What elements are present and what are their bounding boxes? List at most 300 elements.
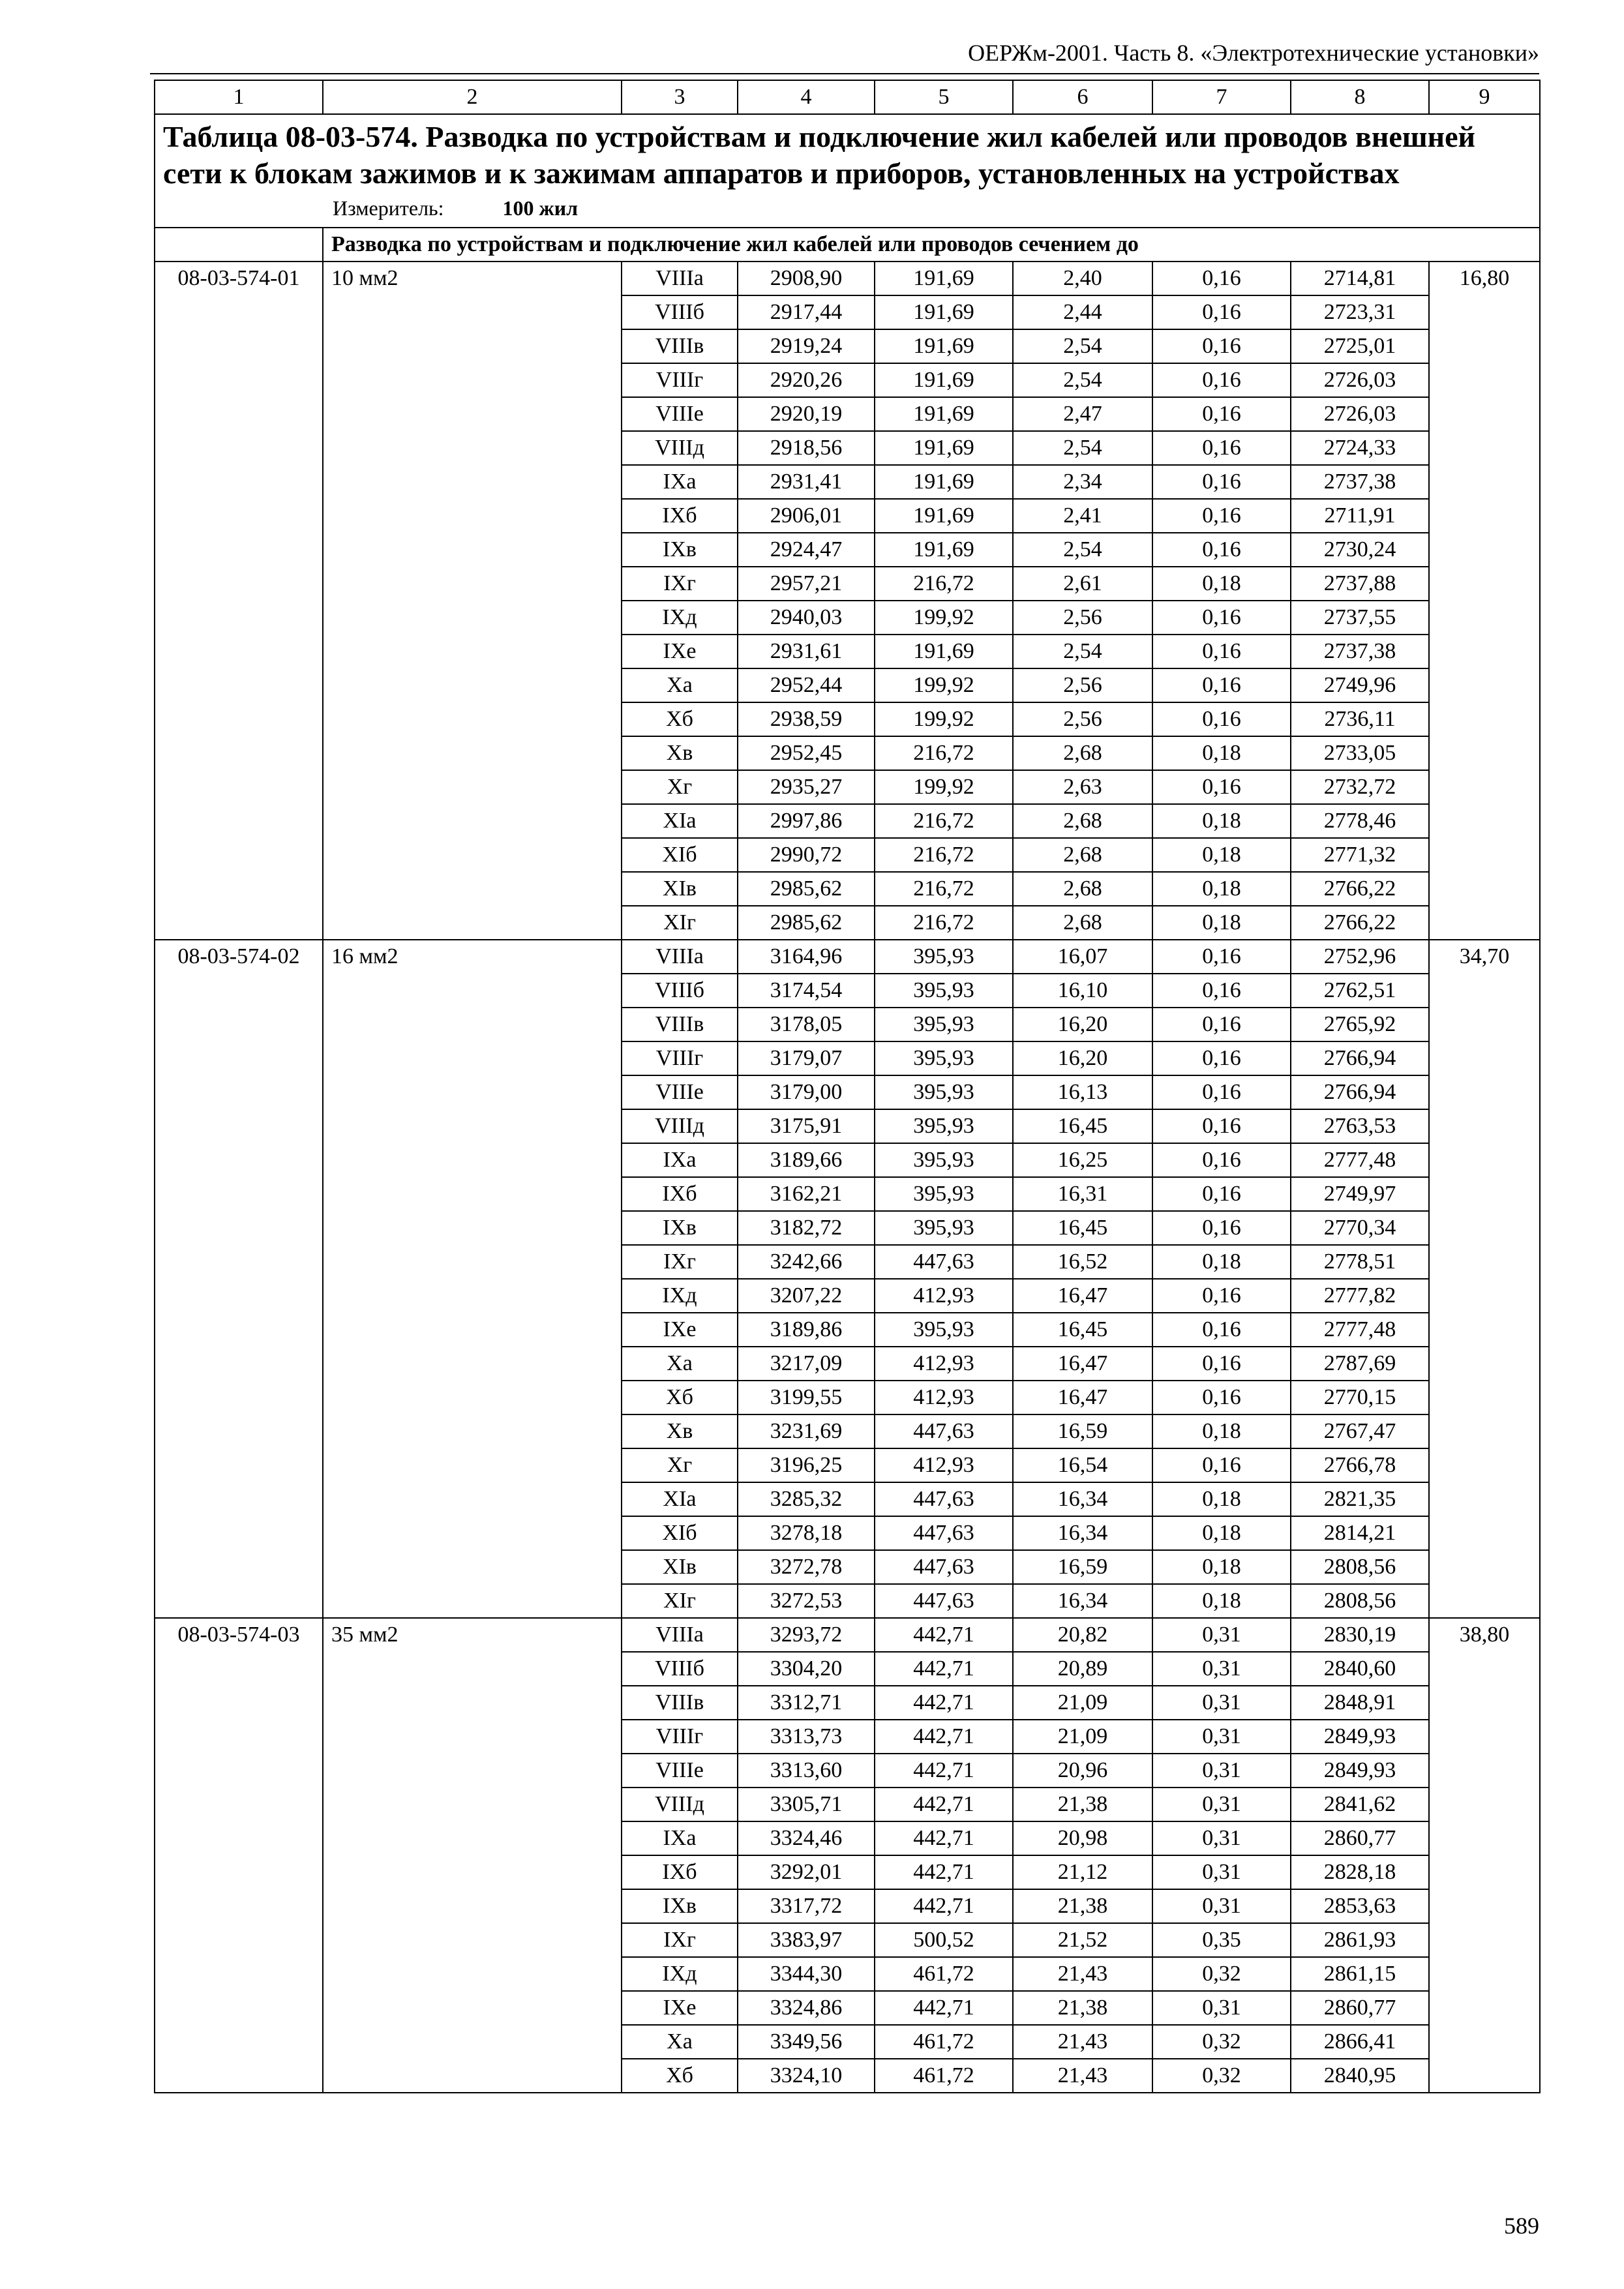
rate-code: 08-03-574-03 (155, 1618, 323, 2093)
total-cost-cell: 2938,59 (738, 702, 875, 736)
total-cost-cell: 3231,69 (738, 1414, 875, 1448)
materials-cell: 2733,05 (1291, 736, 1429, 770)
zone-cell: XIв (622, 872, 738, 906)
machine-cost-cell: 2,41 (1013, 499, 1152, 533)
total-cost-cell: 3199,55 (738, 1381, 875, 1414)
driver-wage-cell: 0,16 (1152, 1008, 1291, 1041)
materials-cell: 2861,15 (1291, 1957, 1429, 1991)
driver-wage-cell: 0,31 (1152, 1652, 1291, 1686)
driver-wage-cell: 0,18 (1152, 906, 1291, 940)
materials-cell: 2737,88 (1291, 567, 1429, 601)
total-cost-cell: 3292,01 (738, 1855, 875, 1889)
total-cost-cell: 3349,56 (738, 2025, 875, 2059)
machine-cost-cell: 2,68 (1013, 906, 1152, 940)
total-cost-cell: 3217,09 (738, 1347, 875, 1381)
materials-cell: 2778,51 (1291, 1245, 1429, 1279)
zone-cell: VIIIе (622, 1075, 738, 1109)
cable-section: 35 мм2 (323, 1618, 622, 2093)
materials-cell: 2714,81 (1291, 262, 1429, 295)
machine-cost-cell: 21,12 (1013, 1855, 1152, 1889)
total-cost-cell: 3196,25 (738, 1448, 875, 1482)
zone-cell: Xб (622, 702, 738, 736)
total-cost-cell: 2952,45 (738, 736, 875, 770)
materials-cell: 2777,82 (1291, 1279, 1429, 1313)
machine-cost-cell: 2,54 (1013, 635, 1152, 668)
section-row (155, 228, 1540, 262)
total-cost-cell: 3175,91 (738, 1109, 875, 1143)
driver-wage-cell: 0,18 (1152, 1516, 1291, 1550)
total-cost-cell: 3317,72 (738, 1889, 875, 1923)
zone-cell: XIб (622, 1516, 738, 1550)
wage-cell: 442,71 (875, 1855, 1013, 1889)
materials-cell: 2763,53 (1291, 1109, 1429, 1143)
materials-cell: 2724,33 (1291, 431, 1429, 465)
zone-cell: IXв (622, 533, 738, 567)
materials-cell: 2730,24 (1291, 533, 1429, 567)
driver-wage-cell: 0,18 (1152, 838, 1291, 872)
materials-cell: 2762,51 (1291, 974, 1429, 1008)
machine-cost-cell: 2,61 (1013, 567, 1152, 601)
zone-cell: XIа (622, 1482, 738, 1516)
machine-cost-cell: 2,68 (1013, 838, 1152, 872)
materials-cell: 2749,96 (1291, 668, 1429, 702)
wage-cell: 191,69 (875, 635, 1013, 668)
machine-cost-cell: 21,38 (1013, 1889, 1152, 1923)
wage-cell: 412,93 (875, 1347, 1013, 1381)
machine-cost-cell: 16,34 (1013, 1482, 1152, 1516)
driver-wage-cell: 0,16 (1152, 329, 1291, 363)
total-cost-cell: 3324,10 (738, 2059, 875, 2093)
total-cost-cell: 3383,97 (738, 1923, 875, 1957)
wage-cell: 395,93 (875, 1041, 1013, 1075)
wage-cell: 412,93 (875, 1279, 1013, 1313)
machine-cost-cell: 16,45 (1013, 1313, 1152, 1347)
wage-cell: 395,93 (875, 1211, 1013, 1245)
driver-wage-cell: 0,32 (1152, 1957, 1291, 1991)
driver-wage-cell: 0,31 (1152, 1889, 1291, 1923)
column-number: 2 (323, 80, 622, 114)
machine-cost-cell: 21,43 (1013, 2025, 1152, 2059)
zone-cell: IXв (622, 1211, 738, 1245)
materials-cell: 2848,91 (1291, 1686, 1429, 1720)
materials-cell: 2732,72 (1291, 770, 1429, 804)
machine-cost-cell: 2,54 (1013, 533, 1152, 567)
driver-wage-cell: 0,18 (1152, 567, 1291, 601)
total-cost-cell: 2935,27 (738, 770, 875, 804)
machine-cost-cell: 20,96 (1013, 1754, 1152, 1788)
total-cost-cell: 3179,07 (738, 1041, 875, 1075)
cable-section: 16 мм2 (323, 940, 622, 1618)
materials-cell: 2853,63 (1291, 1889, 1429, 1923)
zone-cell: VIIIг (622, 363, 738, 397)
driver-wage-cell: 0,16 (1152, 1313, 1291, 1347)
wage-cell: 442,71 (875, 1821, 1013, 1855)
machine-cost-cell: 2,54 (1013, 329, 1152, 363)
wage-cell: 216,72 (875, 872, 1013, 906)
driver-wage-cell: 0,32 (1152, 2025, 1291, 2059)
wage-cell: 447,63 (875, 1550, 1013, 1584)
materials-cell: 2821,35 (1291, 1482, 1429, 1516)
wage-cell: 447,63 (875, 1414, 1013, 1448)
materials-cell: 2725,01 (1291, 329, 1429, 363)
machine-cost-cell: 21,52 (1013, 1923, 1152, 1957)
zone-cell: VIIIв (622, 1686, 738, 1720)
machine-cost-cell: 21,43 (1013, 2059, 1152, 2093)
wage-cell: 461,72 (875, 1957, 1013, 1991)
wage-cell: 216,72 (875, 567, 1013, 601)
column-number: 9 (1429, 80, 1540, 114)
header-rule (150, 73, 1539, 74)
wage-cell: 191,69 (875, 363, 1013, 397)
machine-cost-cell: 16,47 (1013, 1279, 1152, 1313)
materials-cell: 2749,97 (1291, 1177, 1429, 1211)
materials-cell: 2770,34 (1291, 1211, 1429, 1245)
materials-cell: 2828,18 (1291, 1855, 1429, 1889)
zone-cell: IXб (622, 499, 738, 533)
zone-cell: Xв (622, 1414, 738, 1448)
wage-cell: 191,69 (875, 329, 1013, 363)
zone-cell: VIIIа (622, 940, 738, 974)
wage-cell: 442,71 (875, 1991, 1013, 2025)
materials-cell: 2711,91 (1291, 499, 1429, 533)
materials-cell: 2767,47 (1291, 1414, 1429, 1448)
total-cost-cell: 3207,22 (738, 1279, 875, 1313)
zone-cell: IXг (622, 1923, 738, 1957)
driver-wage-cell: 0,16 (1152, 1347, 1291, 1381)
wage-cell: 412,93 (875, 1381, 1013, 1414)
wage-cell: 447,63 (875, 1482, 1013, 1516)
zone-cell: VIIIа (622, 1618, 738, 1652)
total-cost-cell: 3272,53 (738, 1584, 875, 1618)
machine-cost-cell: 16,59 (1013, 1414, 1152, 1448)
zone-cell: IXд (622, 601, 738, 635)
column-number: 7 (1152, 80, 1291, 114)
driver-wage-cell: 0,31 (1152, 1720, 1291, 1754)
machine-cost-cell: 21,43 (1013, 1957, 1152, 1991)
machine-cost-cell: 16,59 (1013, 1550, 1152, 1584)
machine-cost-cell: 16,47 (1013, 1381, 1152, 1414)
materials-cell: 2814,21 (1291, 1516, 1429, 1550)
wage-cell: 442,71 (875, 1889, 1013, 1923)
total-cost-cell: 2906,01 (738, 499, 875, 533)
wage-cell: 395,93 (875, 974, 1013, 1008)
zone-cell: Xг (622, 1448, 738, 1482)
wage-cell: 447,63 (875, 1516, 1013, 1550)
driver-wage-cell: 0,16 (1152, 295, 1291, 329)
machine-cost-cell: 20,82 (1013, 1618, 1152, 1652)
machine-cost-cell: 21,38 (1013, 1991, 1152, 2025)
total-cost-cell: 2931,61 (738, 635, 875, 668)
driver-wage-cell: 0,16 (1152, 431, 1291, 465)
cable-section: 10 мм2 (323, 262, 622, 940)
rate-code: 08-03-574-01 (155, 262, 323, 940)
materials-cell: 2778,46 (1291, 804, 1429, 838)
wage-cell: 461,72 (875, 2059, 1013, 2093)
materials-cell: 2737,38 (1291, 465, 1429, 499)
materials-cell: 2766,94 (1291, 1075, 1429, 1109)
machine-cost-cell: 16,31 (1013, 1177, 1152, 1211)
materials-cell: 2830,19 (1291, 1618, 1429, 1652)
zone-cell: Xб (622, 2059, 738, 2093)
wage-cell: 395,93 (875, 940, 1013, 974)
materials-cell: 2841,62 (1291, 1788, 1429, 1821)
machine-cost-cell: 16,34 (1013, 1584, 1152, 1618)
total-cost-cell: 3313,60 (738, 1754, 875, 1788)
driver-wage-cell: 0,16 (1152, 1381, 1291, 1414)
table-row (155, 940, 1540, 974)
wage-cell: 191,69 (875, 397, 1013, 431)
driver-wage-cell: 0,16 (1152, 1448, 1291, 1482)
driver-wage-cell: 0,35 (1152, 1923, 1291, 1957)
rate-code: 08-03-574-02 (155, 940, 323, 1618)
machine-cost-cell: 2,63 (1013, 770, 1152, 804)
total-cost-cell: 2917,44 (738, 295, 875, 329)
zone-cell: Xа (622, 668, 738, 702)
wage-cell: 191,69 (875, 262, 1013, 295)
wage-cell: 199,92 (875, 668, 1013, 702)
total-cost-cell: 2919,24 (738, 329, 875, 363)
section-spacer (155, 228, 323, 262)
zone-cell: VIIIб (622, 1652, 738, 1686)
page-header: ОЕРЖм-2001. Часть 8. «Электротехнические установки» (968, 40, 1539, 66)
materials-cell: 2723,31 (1291, 295, 1429, 329)
zone-cell: XIв (622, 1550, 738, 1584)
zone-cell: IXе (622, 1991, 738, 2025)
wage-cell: 395,93 (875, 1313, 1013, 1347)
total-cost-cell: 3179,00 (738, 1075, 875, 1109)
zone-cell: VIIIд (622, 431, 738, 465)
driver-wage-cell: 0,16 (1152, 1075, 1291, 1109)
driver-wage-cell: 0,16 (1152, 262, 1291, 295)
materials-cell: 2849,93 (1291, 1720, 1429, 1754)
driver-wage-cell: 0,16 (1152, 974, 1291, 1008)
total-cost-cell: 2918,56 (738, 431, 875, 465)
wage-cell: 395,93 (875, 1008, 1013, 1041)
zone-cell: VIIIг (622, 1041, 738, 1075)
zone-cell: IXе (622, 635, 738, 668)
zone-cell: VIIIд (622, 1788, 738, 1821)
machine-cost-cell: 2,56 (1013, 601, 1152, 635)
materials-cell: 2808,56 (1291, 1550, 1429, 1584)
driver-wage-cell: 0,16 (1152, 533, 1291, 567)
driver-wage-cell: 0,16 (1152, 1211, 1291, 1245)
zone-cell: IXа (622, 1143, 738, 1177)
labor-cost-cell: 34,70 (1429, 940, 1540, 1618)
total-cost-cell: 3174,54 (738, 974, 875, 1008)
zone-cell: XIа (622, 804, 738, 838)
zone-cell: IXб (622, 1855, 738, 1889)
total-cost-cell: 3285,32 (738, 1482, 875, 1516)
machine-cost-cell: 16,45 (1013, 1211, 1152, 1245)
driver-wage-cell: 0,16 (1152, 499, 1291, 533)
machine-cost-cell: 16,52 (1013, 1245, 1152, 1279)
driver-wage-cell: 0,31 (1152, 1855, 1291, 1889)
materials-cell: 2787,69 (1291, 1347, 1429, 1381)
wage-cell: 216,72 (875, 906, 1013, 940)
machine-cost-cell: 2,40 (1013, 262, 1152, 295)
machine-cost-cell: 16,13 (1013, 1075, 1152, 1109)
machine-cost-cell: 20,98 (1013, 1821, 1152, 1855)
materials-cell: 2771,32 (1291, 838, 1429, 872)
machine-cost-cell: 16,47 (1013, 1347, 1152, 1381)
zone-cell: IXг (622, 1245, 738, 1279)
total-cost-cell: 3305,71 (738, 1788, 875, 1821)
total-cost-cell: 2920,26 (738, 363, 875, 397)
labor-cost-cell: 16,80 (1429, 262, 1540, 940)
total-cost-cell: 3293,72 (738, 1618, 875, 1652)
wage-cell: 191,69 (875, 431, 1013, 465)
total-cost-cell: 3189,86 (738, 1313, 875, 1347)
zone-cell: VIIIб (622, 295, 738, 329)
total-cost-cell: 2940,03 (738, 601, 875, 635)
driver-wage-cell: 0,16 (1152, 770, 1291, 804)
table-title-cell (155, 114, 1540, 228)
wage-cell: 442,71 (875, 1618, 1013, 1652)
driver-wage-cell: 0,16 (1152, 601, 1291, 635)
materials-cell: 2726,03 (1291, 363, 1429, 397)
wage-cell: 191,69 (875, 465, 1013, 499)
machine-cost-cell: 16,54 (1013, 1448, 1152, 1482)
materials-cell: 2840,95 (1291, 2059, 1429, 2093)
machine-cost-cell: 16,45 (1013, 1109, 1152, 1143)
total-cost-cell: 2952,44 (738, 668, 875, 702)
materials-cell: 2737,55 (1291, 601, 1429, 635)
machine-cost-cell: 2,56 (1013, 668, 1152, 702)
wage-cell: 191,69 (875, 499, 1013, 533)
total-cost-cell: 3189,66 (738, 1143, 875, 1177)
total-cost-cell: 3313,73 (738, 1720, 875, 1754)
driver-wage-cell: 0,18 (1152, 736, 1291, 770)
machine-cost-cell: 20,89 (1013, 1652, 1152, 1686)
total-cost-cell: 3178,05 (738, 1008, 875, 1041)
materials-cell: 2766,22 (1291, 906, 1429, 940)
driver-wage-cell: 0,16 (1152, 1279, 1291, 1313)
zone-cell: VIIIд (622, 1109, 738, 1143)
column-number: 4 (738, 80, 875, 114)
zone-cell: Xв (622, 736, 738, 770)
wage-cell: 442,71 (875, 1720, 1013, 1754)
machine-cost-cell: 2,44 (1013, 295, 1152, 329)
meter-value: 100 жил (502, 196, 579, 220)
zone-cell: IXв (622, 1889, 738, 1923)
wage-cell: 442,71 (875, 1788, 1013, 1821)
driver-wage-cell: 0,18 (1152, 1550, 1291, 1584)
machine-cost-cell: 2,68 (1013, 736, 1152, 770)
column-number: 1 (155, 80, 323, 114)
machine-cost-cell: 21,09 (1013, 1720, 1152, 1754)
section-title: Разводка по устройствам и подключение жил кабелей или проводов сечением до (323, 228, 1540, 262)
materials-cell: 2765,92 (1291, 1008, 1429, 1041)
driver-wage-cell: 0,16 (1152, 397, 1291, 431)
driver-wage-cell: 0,32 (1152, 2059, 1291, 2093)
machine-cost-cell: 16,25 (1013, 1143, 1152, 1177)
wage-cell: 395,93 (875, 1177, 1013, 1211)
table-title: Таблица 08-03-574. Разводка по устройствам и подключение жил кабелей или проводов внешней сети к блокам зажимов и к зажимам аппаратов и приборов, установленных на устройствах (163, 120, 1476, 190)
table-title-row (155, 114, 1540, 228)
machine-cost-cell: 16,07 (1013, 940, 1152, 974)
wage-cell: 447,63 (875, 1245, 1013, 1279)
machine-cost-cell: 2,68 (1013, 872, 1152, 906)
column-number: 3 (622, 80, 738, 114)
machine-cost-cell: 2,34 (1013, 465, 1152, 499)
total-cost-cell: 3164,96 (738, 940, 875, 974)
total-cost-cell: 2931,41 (738, 465, 875, 499)
total-cost-cell: 2990,72 (738, 838, 875, 872)
wage-cell: 500,52 (875, 1923, 1013, 1957)
page-number: 589 (1504, 2213, 1539, 2239)
materials-cell: 2766,22 (1291, 872, 1429, 906)
zone-cell: IXд (622, 1957, 738, 1991)
materials-cell: 2766,94 (1291, 1041, 1429, 1075)
zone-cell: IXб (622, 1177, 738, 1211)
materials-cell: 2766,78 (1291, 1448, 1429, 1482)
driver-wage-cell: 0,18 (1152, 1414, 1291, 1448)
table-row (155, 262, 1540, 295)
materials-cell: 2808,56 (1291, 1584, 1429, 1618)
zone-cell: Xа (622, 1347, 738, 1381)
table-row (155, 1618, 1540, 1652)
zone-cell: IXе (622, 1313, 738, 1347)
machine-cost-cell: 2,54 (1013, 431, 1152, 465)
materials-cell: 2736,11 (1291, 702, 1429, 736)
total-cost-cell: 3324,86 (738, 1991, 875, 2025)
driver-wage-cell: 0,16 (1152, 1177, 1291, 1211)
zone-cell: Xг (622, 770, 738, 804)
materials-cell: 2777,48 (1291, 1313, 1429, 1347)
driver-wage-cell: 0,16 (1152, 702, 1291, 736)
total-cost-cell: 3324,46 (738, 1821, 875, 1855)
driver-wage-cell: 0,16 (1152, 465, 1291, 499)
wage-cell: 199,92 (875, 702, 1013, 736)
materials-cell: 2752,96 (1291, 940, 1429, 974)
driver-wage-cell: 0,18 (1152, 1584, 1291, 1618)
zone-cell: XIг (622, 1584, 738, 1618)
driver-wage-cell: 0,31 (1152, 1618, 1291, 1652)
machine-cost-cell: 21,09 (1013, 1686, 1152, 1720)
materials-cell: 2726,03 (1291, 397, 1429, 431)
zone-cell: IXа (622, 465, 738, 499)
materials-cell: 2861,93 (1291, 1923, 1429, 1957)
total-cost-cell: 3278,18 (738, 1516, 875, 1550)
total-cost-cell: 2920,19 (738, 397, 875, 431)
wage-cell: 216,72 (875, 838, 1013, 872)
driver-wage-cell: 0,18 (1152, 1482, 1291, 1516)
meter-label: Измеритель: (333, 196, 444, 220)
total-cost-cell: 2957,21 (738, 567, 875, 601)
materials-cell: 2737,38 (1291, 635, 1429, 668)
wage-cell: 395,93 (875, 1109, 1013, 1143)
wage-cell: 191,69 (875, 295, 1013, 329)
zone-cell: Xа (622, 2025, 738, 2059)
wage-cell: 199,92 (875, 601, 1013, 635)
materials-cell: 2777,48 (1291, 1143, 1429, 1177)
driver-wage-cell: 0,16 (1152, 1109, 1291, 1143)
wage-cell: 442,71 (875, 1652, 1013, 1686)
zone-cell: IXг (622, 567, 738, 601)
column-number-row (155, 80, 1540, 114)
wage-cell: 447,63 (875, 1584, 1013, 1618)
total-cost-cell: 3182,72 (738, 1211, 875, 1245)
zone-cell: IXа (622, 1821, 738, 1855)
wage-cell: 216,72 (875, 804, 1013, 838)
materials-cell: 2860,77 (1291, 1991, 1429, 2025)
column-number: 8 (1291, 80, 1429, 114)
machine-cost-cell: 2,47 (1013, 397, 1152, 431)
total-cost-cell: 3304,20 (738, 1652, 875, 1686)
driver-wage-cell: 0,16 (1152, 635, 1291, 668)
driver-wage-cell: 0,16 (1152, 668, 1291, 702)
zone-cell: Xб (622, 1381, 738, 1414)
